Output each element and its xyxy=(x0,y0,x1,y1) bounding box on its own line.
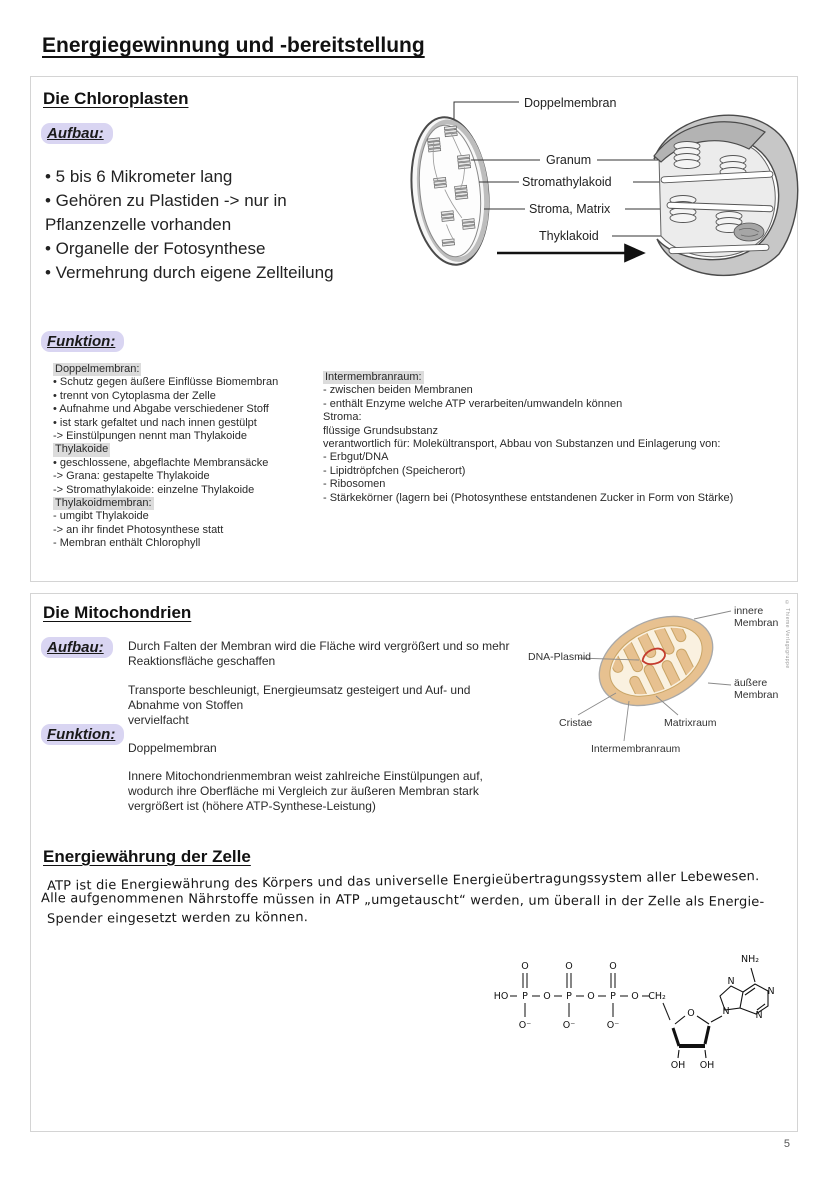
label-innere-membran: innere Membran xyxy=(734,605,779,629)
funktion-line: Stroma: xyxy=(323,411,362,424)
label-doppelmembran: Doppelmembran xyxy=(524,96,617,110)
funktion-line: • trennt von Cytoplasma der Zelle xyxy=(53,389,216,402)
atom-nh2: NH₂ xyxy=(740,954,760,965)
funktion-subhead: Thylakoide xyxy=(55,443,109,456)
handwritten-line: Alle aufgenommenen Nährstoffe müssen in ATP „umgetauscht“ werden, um überall in der Zelle als Energie- xyxy=(40,891,765,910)
chloroplast-cutaway xyxy=(654,115,798,275)
funktion-subhead: Intermembranraum: xyxy=(325,371,422,383)
funktion-line: -> Grana: gestapelte Thylakoide xyxy=(53,470,210,483)
funktion-right-column xyxy=(323,371,793,505)
label-dna-plasmid: DNA-Plasmid xyxy=(528,651,592,663)
aufbau-label: Aufbau: xyxy=(41,637,113,658)
mito-paragraph: vervielfacht xyxy=(128,713,189,727)
label-thyklakoid: Thyklakoid xyxy=(539,229,599,243)
mito-paragraph: Doppelmembran xyxy=(128,741,217,755)
atom-o: O xyxy=(565,961,573,972)
funktion-label: Funktion: xyxy=(41,724,124,745)
bullet-line: • Vermehrung durch eigene Zellteilung xyxy=(45,263,334,282)
atom-o: O xyxy=(543,991,551,1002)
funktion-line: • geschlossene, abgeflachte Membransäcke xyxy=(53,456,269,469)
mitochondrion-body xyxy=(585,599,728,723)
chloroplast-panel xyxy=(30,76,798,582)
label-cristae: Cristae xyxy=(559,717,593,729)
label-intermembranraum: Intermembranraum xyxy=(591,743,681,755)
mito-paragraph: Durch Falten der Membran wird die Fläche wird vergrößert und so mehr Reaktionsfläche geschaffen xyxy=(128,639,510,668)
atom-n: N xyxy=(727,976,735,987)
handwritten-line: Spender eingesetzt werden zu können. xyxy=(46,910,309,927)
bullet-line: • 5 bis 6 Mikrometer lang xyxy=(45,167,233,186)
mito-paragraph: Transporte beschleunigt, Energieumsatz gesteigert und Auf- und Abnahme von Stoffen xyxy=(128,683,471,712)
chloroplast-heading: Die Chloroplasten xyxy=(43,89,189,108)
mito-paragraph: Innere Mitochondrienmembran weist zahlreiche Einstülpungen auf, wodurch ihre Oberfläche mi Vergleich zur äußeren Membran stark vergrößert ist (höhere ATP-Synthese-Leistung) xyxy=(128,769,483,813)
atom-o: O xyxy=(631,991,639,1002)
label-stroma-matrix: Stroma, Matrix xyxy=(529,202,611,216)
aufbau-label: Aufbau: xyxy=(41,123,113,144)
atom-o-minus: O⁻ xyxy=(562,1020,576,1031)
atom-ring-o: O xyxy=(687,1008,695,1019)
page-number: 5 xyxy=(783,1138,790,1150)
funktion-line: - zwischen beiden Membranen xyxy=(323,384,473,397)
funktion-line: -> an ihr findet Photosynthese statt xyxy=(53,523,224,536)
funktion-left-column xyxy=(53,363,315,551)
funktion-line: • Schutz gegen äußere Einflüsse Biomembran xyxy=(53,376,279,389)
bullet-line: • Organelle der Fotosynthese xyxy=(45,239,266,258)
funktion-subhead: Doppelmembran: xyxy=(55,363,140,375)
atom-p: P xyxy=(610,991,616,1002)
atom-n: N xyxy=(755,1010,763,1021)
funktion-line: • Aufnahme und Abgabe verschiedener Stoff xyxy=(53,403,269,416)
funktion-line: - enthält Enzyme welche ATP verarbeiten/umwandeln können xyxy=(323,397,623,410)
bullet-line: Pflanzenzelle vorhanden xyxy=(45,215,232,234)
funktion-line: - Stärkekörner (lagern bei (Photosynthese entstandenen Zucker in Form von Stärke) xyxy=(323,491,734,504)
atom-o: O xyxy=(587,991,595,1002)
atom-o: O xyxy=(609,961,617,972)
image-credit: © Thieme Verlagsgruppe xyxy=(784,600,790,669)
atom-oh: OH xyxy=(699,1060,715,1071)
funktion-line: • ist stark gefaltet und nach innen gestülpt xyxy=(53,416,257,429)
atom-n: N xyxy=(767,986,775,997)
funktion-line: - Ribosomen xyxy=(323,478,386,491)
label-matrixraum: Matrixraum xyxy=(664,717,717,729)
atom-p: P xyxy=(566,991,572,1002)
energy-heading: Energiewährung der Zelle xyxy=(43,847,251,866)
atom-o: O xyxy=(521,961,529,972)
funktion-line: -> Stromathylakoide: einzelne Thylakoide xyxy=(53,483,255,496)
funktion-line: - Lipidtröpfchen (Speicherort) xyxy=(323,464,466,477)
funktion-subhead: Thylakoidmembran: xyxy=(55,497,152,510)
funktion-line: verantwortlich für: Molekültransport, Abbau von Substanzen und Einlagerung von: xyxy=(323,438,721,451)
atom-o-minus: O⁻ xyxy=(606,1020,620,1031)
atom-oh: OH xyxy=(670,1060,686,1071)
atom-o-minus: O⁻ xyxy=(518,1020,532,1031)
atom-ch2: CH₂ xyxy=(648,991,666,1002)
funktion-line: - Membran enthält Chlorophyll xyxy=(53,537,201,550)
atom-ho: HO xyxy=(493,991,509,1002)
bullet-line: • Gehören zu Plastiden -> nur in xyxy=(45,191,287,210)
atom-n: N xyxy=(722,1006,730,1017)
label-stromathylakoid: Stromathylakoid xyxy=(522,175,612,189)
funktion-line: - umgibt Thylakoide xyxy=(53,510,149,523)
atom-p: P xyxy=(522,991,528,1002)
atp-molecule-diagram xyxy=(479,946,784,1091)
label-aeussere-membran: äußere Membran xyxy=(734,677,779,701)
funktion-line: -> Einstülpungen nennt man Thylakoide xyxy=(53,430,247,443)
chloroplast-whole xyxy=(409,113,496,268)
chloroplast-diagram xyxy=(409,89,799,294)
mitochondria-heading: Die Mitochondrien xyxy=(43,603,192,622)
funktion-line: flüssige Grundsubstanz xyxy=(323,424,438,437)
chloroplast-bullet-list xyxy=(45,165,334,285)
page-title: Energiegewinnung und -bereitstellung xyxy=(42,34,425,57)
handwritten-line: ATP ist die Energiewährung des Körpers und das universelle Energieübertragungssystem aller Lebewesen. xyxy=(46,869,760,894)
label-granum: Granum xyxy=(546,153,592,167)
mitochondria-panel xyxy=(30,593,798,1132)
funktion-line: - Erbgut/DNA xyxy=(323,451,389,464)
funktion-label: Funktion: xyxy=(41,331,124,352)
